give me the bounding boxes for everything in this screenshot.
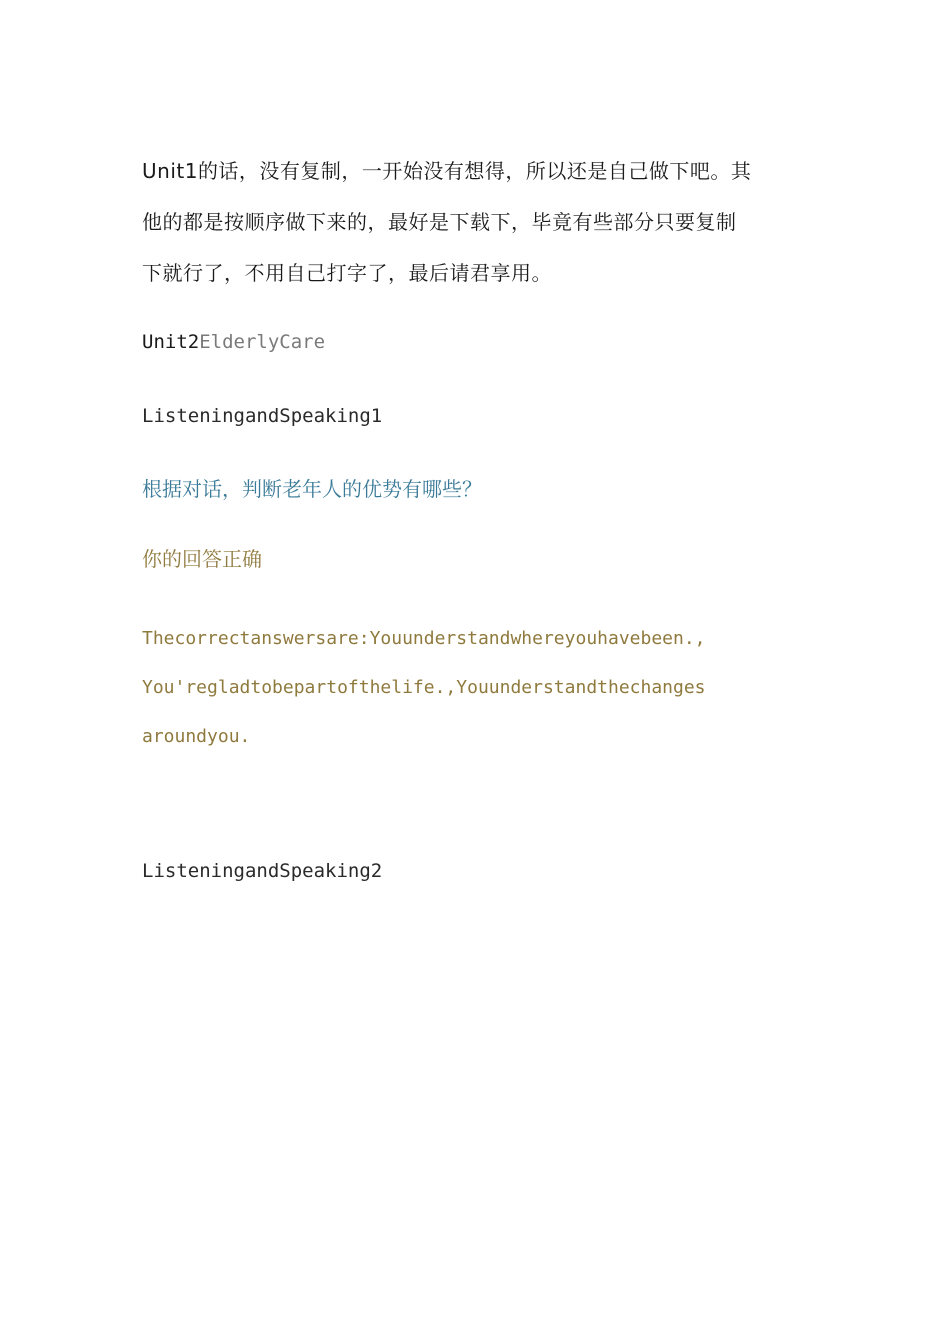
intro-paragraph — [142, 146, 822, 299]
intro-line: 他的都是按顺序做下来的，最好是下载下，毕竟有些部分只要复制 — [142, 210, 737, 234]
section-heading-listening-speaking-1: ListeningandSpeaking1 — [142, 405, 383, 427]
answer-line: Thecorrectanswersare:Youunderstandwhereyouhavebeen., — [142, 628, 706, 649]
answer-result-text: 你的回答正确 — [142, 547, 262, 571]
unit-heading — [142, 328, 822, 356]
intro-line: Unit1的话，没有复制，一开始没有想得，所以还是自己做下吧。其 — [142, 159, 752, 183]
answer-line: You'regladtobepartofthelife.,Youunderstandthechanges — [142, 677, 706, 698]
intro-line: 下就行了，不用自己打字了，最后请君享用。 — [142, 261, 552, 285]
correct-answers — [142, 614, 842, 761]
section-heading-listening-speaking-2: ListeningandSpeaking2 — [142, 860, 383, 882]
unit-number: Unit2 — [142, 331, 200, 353]
question-text: 根据对话，判断老年人的优势有哪些？ — [142, 477, 482, 501]
unit-title: ElderlyCare — [199, 331, 326, 353]
answer-line: aroundyou. — [142, 726, 251, 747]
